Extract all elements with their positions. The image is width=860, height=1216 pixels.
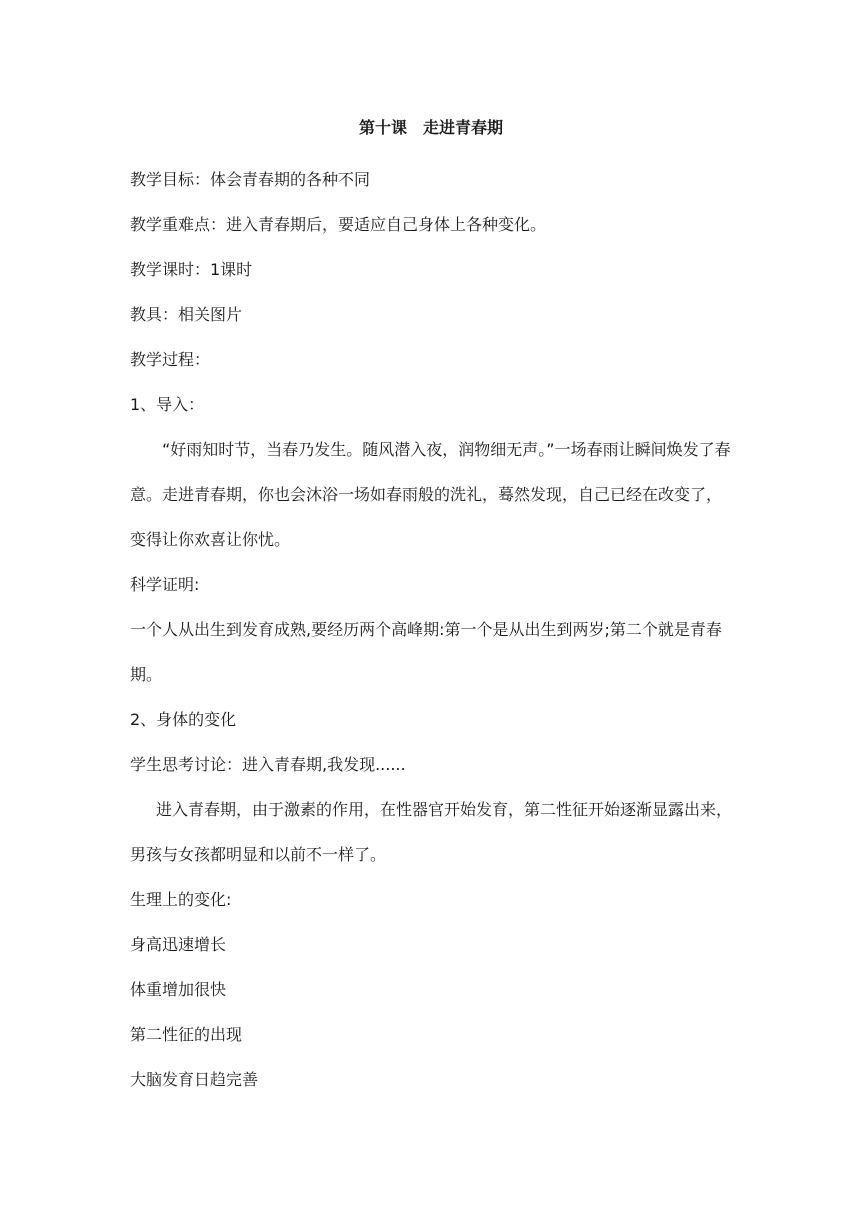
list-item-weight: 体重增加很快 bbox=[130, 980, 227, 999]
list-item-secondary-sex-characteristics: 第二性征的出现 bbox=[130, 1025, 243, 1044]
paragraph-puberty-description: 进入青春期，由于激素的作用，在性器官开始发育，第二性征开始逐渐显露出来，男孩与女孩都明显和以前不一样了。 bbox=[130, 800, 733, 864]
list-item-brain-development: 大脑发育日趋完善 bbox=[130, 1070, 259, 1089]
paragraph-section-2-heading: 2、身体的变化 bbox=[130, 710, 237, 729]
paragraph-student-discussion: 学生思考讨论：进入青春期,我发现...... bbox=[130, 755, 406, 774]
paragraph-teaching-aids: 教具：相关图片 bbox=[130, 305, 243, 324]
paragraph-science-proof: 一个人从出生到发育成熟,要经历两个高峰期:第一个是从出生到两岁;第二个就是青春期。 bbox=[130, 620, 722, 684]
paragraph-class-hours: 教学课时：1课时 bbox=[130, 260, 253, 279]
page-title: 第十课 走进青春期 bbox=[358, 118, 503, 137]
paragraph-teaching-goal: 教学目标：体会青春期的各种不同 bbox=[130, 170, 371, 189]
paragraph-key-points: 教学重难点：进入青春期后，要适应自己身体上各种变化。 bbox=[130, 215, 547, 234]
paragraph-science-proof-heading: 科学证明: bbox=[130, 575, 200, 594]
paragraph-introduction-poem: “好雨知时节，当春乃发生。随风潜入夜，润物细无声。”一场春雨让瞬间焕发了春意。走进青春期，你也会沐浴一场如春雨般的洗礼，蓦然发现，自己已经在改变了，变得让你欢喜让你忧。 bbox=[130, 440, 731, 549]
document-body bbox=[130, 113, 732, 1102]
paragraph-section-1-heading: 1、导入： bbox=[130, 395, 205, 414]
paragraph-teaching-process: 教学过程： bbox=[130, 350, 211, 369]
list-item-height: 身高迅速增长 bbox=[130, 935, 227, 954]
paragraph-physical-changes-heading: 生理上的变化: bbox=[130, 890, 232, 909]
